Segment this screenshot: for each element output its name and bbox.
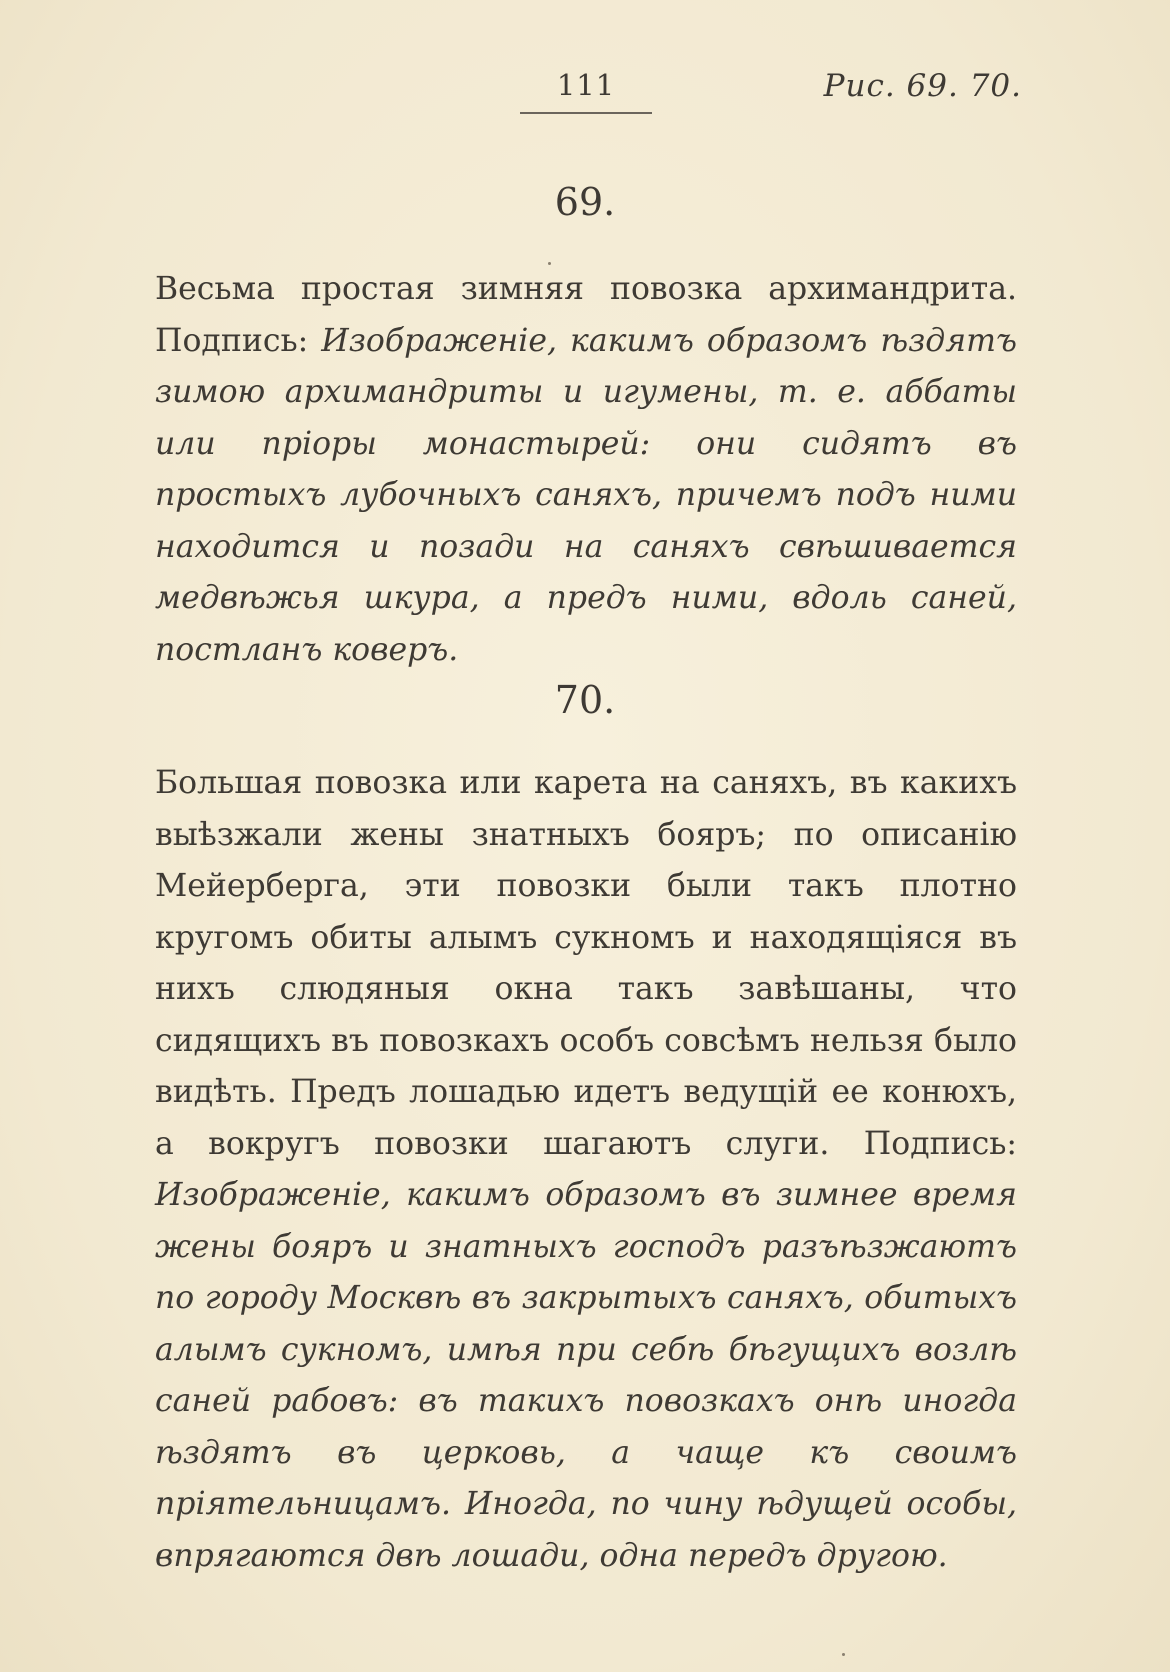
entry-69-caption: Изображеніе, какимъ образомъ ѣздятъ зимою архимандриты и игумены, т. е. аббаты или пріоры монастырей: они сидятъ въ простыхъ лубочныхъ саняхъ, причемъ подъ ними находится и позади на саняхъ свѣшивается медвѣжья шкура, а предъ ними, вдоль саней, постланъ коверъ.: [155, 322, 1017, 668]
plate-reference: Рис. 69. 70.: [823, 68, 1022, 104]
entry-70-caption: Изображеніе, какимъ образомъ въ зимнее время жены бояръ и знатныхъ господъ разъѣзжаютъ по городу Москвѣ въ закрытыхъ саняхъ, обитыхъ алымъ сукномъ, имѣя при себѣ бѣгущихъ возлѣ саней рабовъ: въ такихъ повозкахъ онѣ иногда ѣздятъ въ церковь, а чаще къ своимъ пріятельницамъ. Иногда, по чину ѣдущей особы, впрягаются двѣ лошади, одна передъ другою.: [155, 1177, 1017, 1574]
running-head: [0, 68, 1170, 118]
entry-69-text: [155, 264, 1017, 676]
page-number: 111: [520, 68, 652, 114]
ink-speck: [842, 1653, 845, 1656]
entry-70-description: Большая повозка или карета на саняхъ, въ какихъ выѣзжали жены знатныхъ бояръ; по описанію Мейерберга, эти повозки были такъ плотно кругомъ обиты алымъ сукномъ и находящіяся въ нихъ слюдяныя окна такъ завѣшаны, что сидящихъ въ повозкахъ особъ совсѣмъ нельзя было видѣть. Предъ лошадью идетъ ведущій ее конюхъ, а вокругъ повозки шагаютъ слуги. Подпись:: [155, 765, 1017, 1162]
ink-speck: [548, 262, 551, 265]
entry-number-69: 69.: [554, 180, 616, 224]
entry-69-description: Весьма простая зимняя повозка архимандрита. Подпись:: [155, 271, 1017, 359]
entry-number-70: 70.: [554, 678, 616, 722]
entry-70-text: [155, 758, 1017, 1582]
